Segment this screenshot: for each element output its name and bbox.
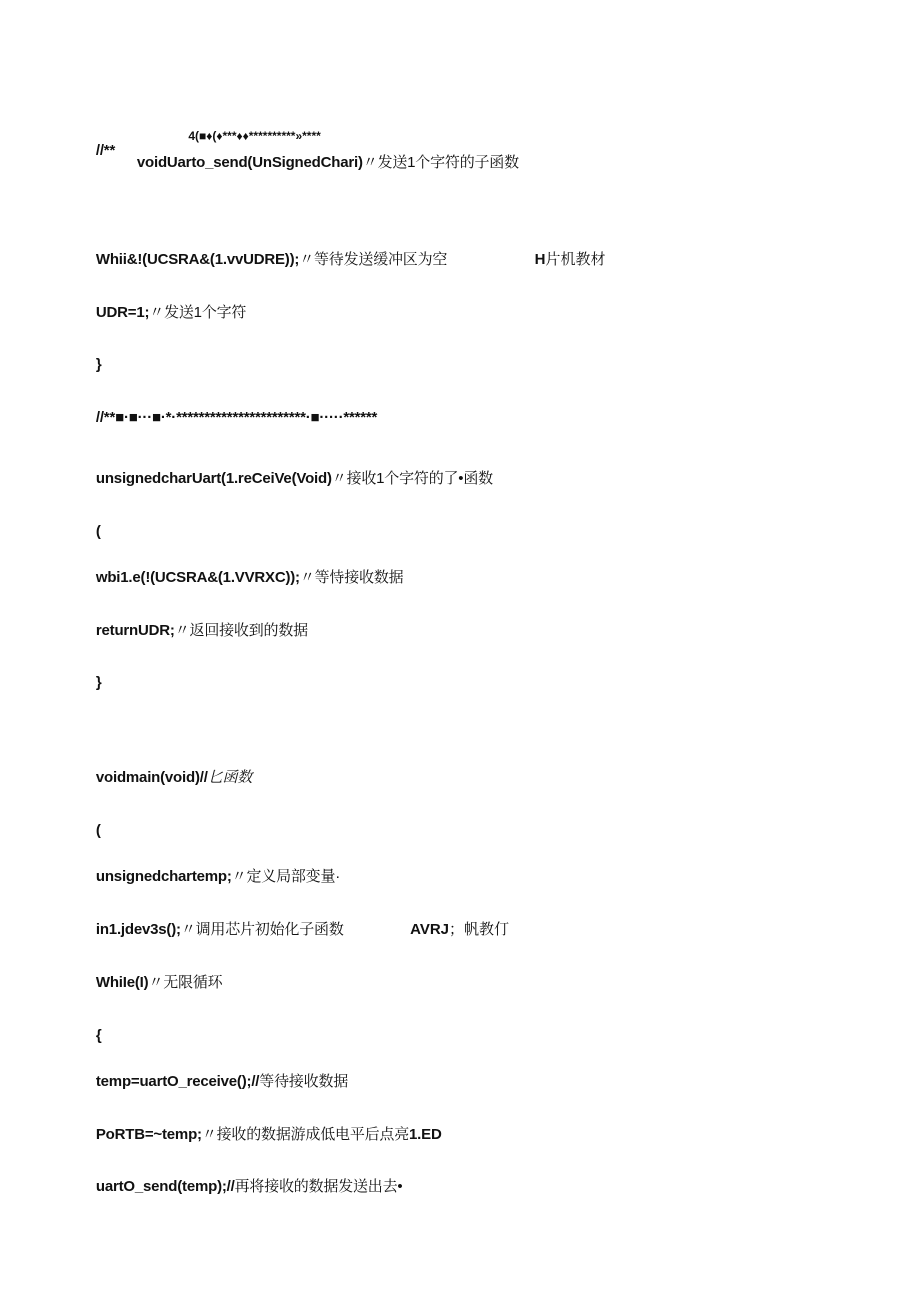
code-text: Whii&!(UCSRA&(1.vvUDRE)); <box>95 251 300 268</box>
code-line-portb <box>80 1108 442 1162</box>
code-comment: 〃返回接收到的数据 <box>174 622 308 639</box>
margin-note-text: 片机教材 <box>545 251 606 268</box>
code-text: voidmain(void)// <box>95 769 208 786</box>
code-comment: 再将接收的数据发送出去• <box>234 1178 403 1195</box>
code-text: PoRTB=~temp; <box>95 1126 202 1143</box>
code-text: wbi1.e(!(UCSRA&(1.VVRXC)); <box>95 569 300 586</box>
code-text: UDR=1; <box>95 304 150 321</box>
margin-note-code: H <box>534 251 546 268</box>
code-line-receive-function <box>80 452 493 506</box>
code-line-init-call <box>80 903 344 957</box>
code-text: unsignedchartemp; <box>95 868 232 885</box>
code-comment: 〃发送1个字符的子函数 <box>362 154 519 171</box>
code-tail: 1.ED <box>409 1126 442 1143</box>
code-text: //**■·■···■·*·***********************·■·····****** <box>95 409 378 426</box>
code-comment: 〃无限循环 <box>148 974 223 991</box>
code-line-return-udr <box>80 604 308 658</box>
code-line-wait-udre <box>80 233 447 287</box>
code-text: { <box>95 1027 102 1044</box>
comment-stars: 4(■♦(♦***♦♦**********»**** <box>188 129 321 143</box>
code-line-udr-assign <box>80 286 246 340</box>
code-line-temp-decl <box>80 850 340 904</box>
code-comment: 〃定义局部变量· <box>231 868 341 885</box>
code-line-separator <box>80 391 377 445</box>
code-text: temp=uartO_receive();// <box>95 1073 260 1090</box>
code-line-receive-call <box>80 1055 348 1109</box>
code-text: ( <box>95 523 101 540</box>
code-comment: 匕函数 <box>207 769 253 786</box>
code-comment: 〃接收的数据游成低电平后点亮 <box>201 1126 410 1143</box>
margin-note-2 <box>394 903 509 957</box>
code-comment: 等待接收数据 <box>259 1073 349 1090</box>
code-comment: 〃等待发送缓冲区为空 <box>299 251 448 268</box>
code-text: in1.jdev3s(); <box>95 921 181 938</box>
comment-prefix: //** <box>95 142 116 159</box>
code-line-wait-rxc <box>80 551 403 605</box>
code-text: } <box>95 356 102 373</box>
margin-note-code: AVRJ <box>410 921 450 938</box>
margin-note-1 <box>518 233 606 287</box>
code-comment: 〃调用芯片初始化子函数 <box>180 921 344 938</box>
code-line-send-function <box>121 136 519 190</box>
comment-prefix-line <box>80 124 115 178</box>
code-line-close-brace <box>80 338 102 392</box>
code-text: WhiIe(I) <box>95 974 149 991</box>
code-line-close-brace-2 <box>80 656 102 710</box>
code-comment: 〃等恃接收数据 <box>299 569 404 586</box>
code-text: } <box>95 674 102 691</box>
code-text: returnUDR; <box>95 622 175 639</box>
code-text: ( <box>95 822 101 839</box>
code-comment: 〃接收1个字符的了•函数 <box>331 470 493 487</box>
code-comment: 〃发送1个字符 <box>149 304 247 321</box>
margin-note-text: ；帆教仃 <box>449 921 510 938</box>
code-line-while <box>80 956 222 1010</box>
code-line-send-call <box>80 1160 402 1214</box>
code-text: unsignedcharUart(1.reCeiVe(Void) <box>95 470 332 487</box>
code-text: uartO_send(temp);// <box>95 1178 235 1195</box>
code-text: voidUarto_send(UnSignedChari) <box>136 154 363 171</box>
code-line-main <box>80 751 252 805</box>
